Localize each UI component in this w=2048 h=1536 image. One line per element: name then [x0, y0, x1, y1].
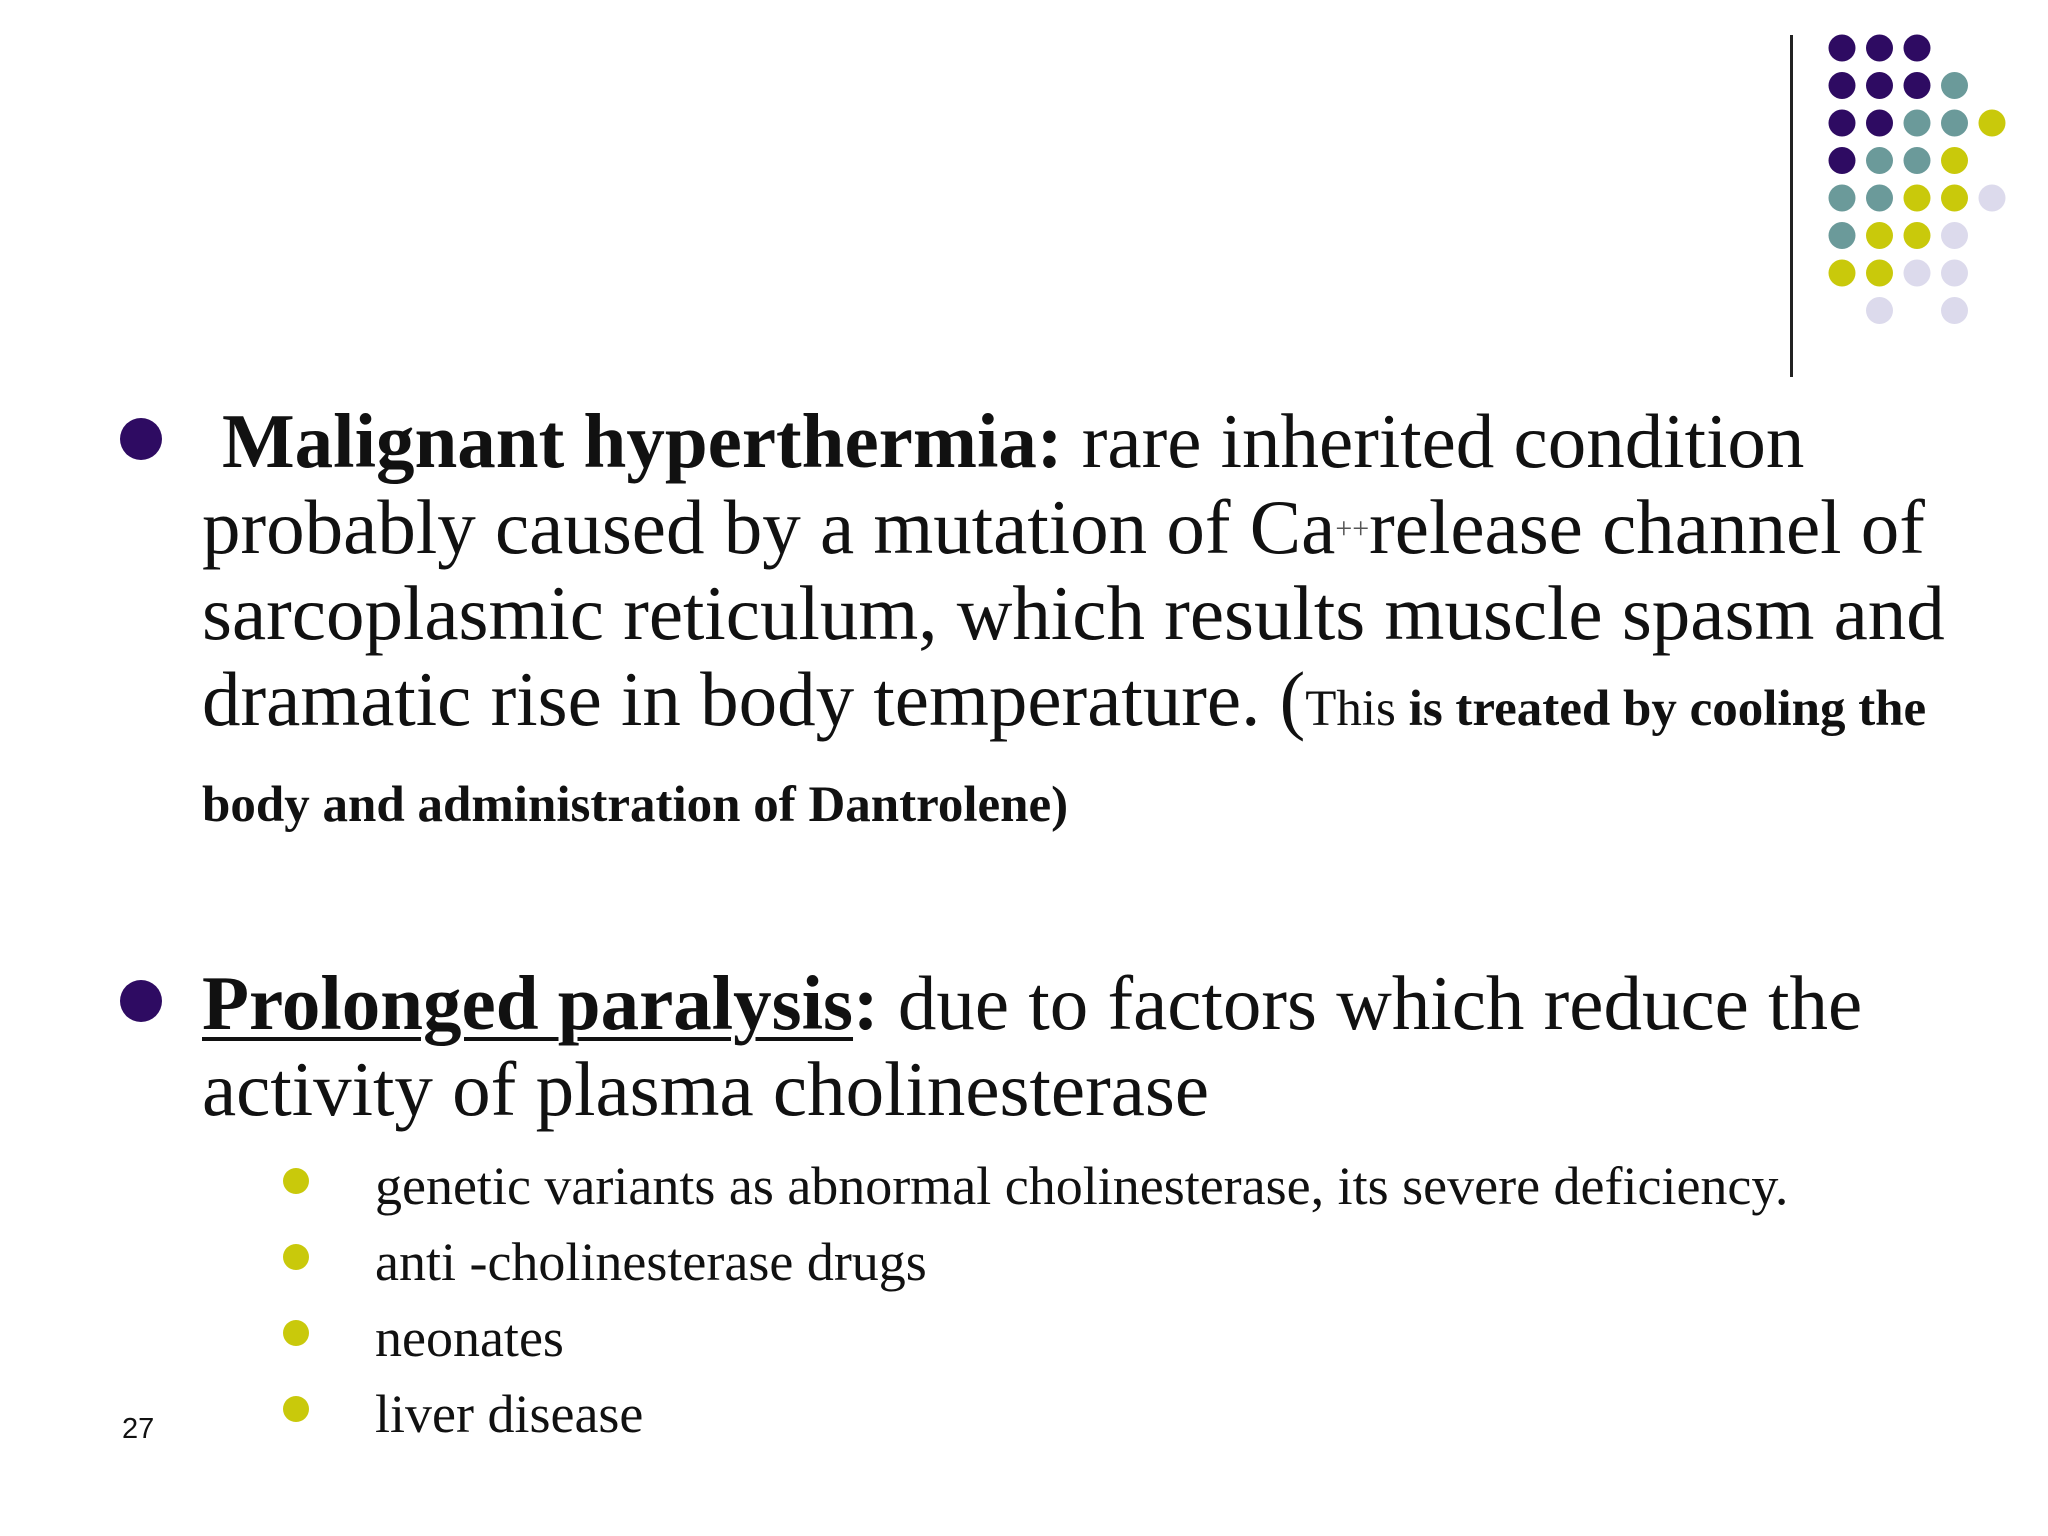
decorative-dot	[1829, 260, 1856, 287]
decorative-dot	[1866, 110, 1893, 137]
decorative-dot	[1829, 72, 1856, 99]
decorative-dot	[1979, 185, 2006, 212]
vertical-divider	[1790, 35, 1793, 377]
decorative-dot	[1866, 260, 1893, 287]
list-item-text: genetic variants as abnormal cholinesterase, its severe deficiency.	[375, 1156, 1789, 1216]
decorative-dot	[1904, 72, 1931, 99]
decorative-dot	[1829, 185, 1856, 212]
decorative-dot	[1904, 147, 1931, 174]
decorative-dot	[1904, 185, 1931, 212]
list-item-text: liver disease	[375, 1384, 644, 1444]
sub-bullet-icon	[283, 1396, 309, 1422]
bullet-malignant-hyperthermia	[120, 398, 1960, 838]
decorative-dot	[1829, 110, 1856, 137]
dot-grid-decoration	[0, 0, 2048, 400]
paralysis-description: due to factors which reduce the activity of plasma cholinesterase	[202, 960, 1863, 1132]
decorative-dot	[1866, 35, 1893, 62]
sub-bullet-icon	[283, 1320, 309, 1346]
decorative-dot	[1904, 110, 1931, 137]
decorative-dot	[1866, 222, 1893, 249]
list-item	[120, 1300, 1960, 1376]
decorative-dot	[1866, 72, 1893, 99]
slide-content	[120, 398, 1960, 1452]
list-item-text: anti -cholinesterase drugs	[375, 1232, 927, 1292]
decorative-dot	[1904, 222, 1931, 249]
decorative-dot	[1904, 35, 1931, 62]
decorative-dot	[1979, 110, 2006, 137]
decorative-dot	[1941, 260, 1968, 287]
bullet-prolonged-paralysis	[120, 960, 1960, 1132]
decorative-dot	[1941, 222, 1968, 249]
decorative-dot	[1866, 147, 1893, 174]
term-malignant-hyperthermia: Malignant hyperthermia:	[222, 398, 1063, 484]
description-part-2: release channel of sarcoplasmic reticulum, which results muscle spasm and dramatic rise in body temperature. (	[202, 484, 1945, 742]
term-colon: :	[853, 960, 879, 1046]
decorative-dot	[1941, 147, 1968, 174]
description-part-1: rare inherited condition probably caused by a mutation of Ca	[202, 398, 1805, 570]
decorative-dot	[1941, 110, 1968, 137]
calcium-superscript: ++	[1335, 512, 1370, 545]
decorative-dot	[1829, 147, 1856, 174]
decorative-dot	[1829, 222, 1856, 249]
page-number: 27	[122, 1413, 155, 1445]
bullet-icon	[120, 980, 162, 1022]
decorative-dot	[1866, 185, 1893, 212]
treatment-note-start: This	[1305, 681, 1396, 737]
bullet-icon	[120, 418, 162, 460]
sub-bullet-icon	[283, 1244, 309, 1270]
decorative-dot	[1866, 297, 1893, 324]
decorative-dot	[1941, 72, 1968, 99]
sub-bullet-icon	[283, 1168, 309, 1194]
decorative-dot	[1941, 185, 1968, 212]
decorative-dot	[1829, 35, 1856, 62]
list-item-text: neonates	[375, 1308, 564, 1368]
term-prolonged-paralysis: Prolonged paralysis	[202, 960, 854, 1046]
list-item	[120, 1224, 1960, 1300]
paralysis-factor-list	[120, 1148, 1960, 1452]
list-item	[120, 1376, 1960, 1452]
list-item	[120, 1148, 1960, 1224]
treatment-note: is treated by cooling the body and administration of Dantrolene)	[202, 681, 1927, 833]
decorative-dot	[1904, 260, 1931, 287]
decorative-dot	[1941, 297, 1968, 324]
